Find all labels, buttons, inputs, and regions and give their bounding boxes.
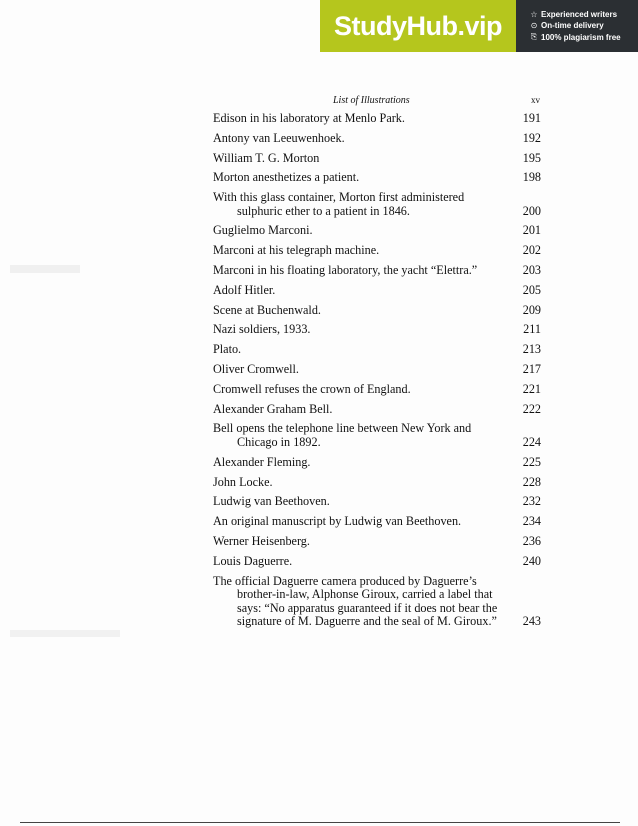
list-item: [213, 152, 541, 166]
clock-icon: ⊙: [530, 21, 538, 30]
illustration-caption: Alexander Fleming.: [213, 454, 311, 469]
illustration-page-number: 213: [522, 342, 541, 357]
list-item: [213, 191, 541, 218]
illustration-page-number: 203: [522, 263, 541, 278]
illustration-page-number: 200: [522, 203, 541, 218]
illustration-caption: Marconi at his telegraph machine.: [213, 243, 380, 258]
illustration-page-number: 243: [522, 614, 541, 629]
running-title: List of Illustrations: [333, 95, 410, 106]
document-icon: ⎘: [530, 32, 538, 41]
feature-text: On-time delivery: [541, 21, 604, 30]
ad-banner[interactable]: [320, 0, 638, 52]
page-header: [213, 95, 540, 109]
list-item: [213, 403, 541, 417]
illustration-caption: William T. G. Morton: [213, 150, 320, 165]
illustration-caption: Adolf Hitler.: [213, 282, 276, 297]
illustration-caption: An original manuscript by Ludwig van Beethoven.: [213, 514, 462, 529]
illustration-page-number: 225: [522, 454, 541, 469]
illustration-page-number: 228: [522, 474, 541, 489]
illustration-page-number: 209: [522, 302, 541, 317]
list-item: [213, 456, 541, 470]
feature-item: [530, 32, 638, 42]
list-item: [213, 112, 541, 126]
list-item: [213, 343, 541, 357]
list-item: [213, 244, 541, 258]
illustration-caption: Louis Daguerre.: [213, 553, 293, 568]
feature-text: Experienced writers: [541, 10, 618, 19]
illustration-page-number: 191: [522, 111, 541, 125]
list-item: [213, 132, 541, 146]
scan-artifact: [10, 630, 120, 637]
list-item: [213, 495, 541, 509]
feature-text: 100% plagiarism free: [541, 32, 621, 42]
list-item: [213, 323, 541, 337]
page-bottom-rule: [20, 822, 620, 823]
banner-features: [516, 0, 638, 52]
illustration-caption: Cromwell refuses the crown of England.: [213, 381, 411, 396]
illustration-caption: John Locke.: [213, 474, 273, 489]
illustration-page-number: 217: [522, 362, 541, 377]
list-item: [213, 476, 541, 490]
star-icon: ☆: [530, 10, 538, 19]
illustration-caption: Werner Heisenberg.: [213, 533, 310, 548]
illustration-caption: Scene at Buchenwald.: [213, 302, 321, 317]
illustration-page-number: 236: [522, 533, 541, 548]
illustration-caption: Bell opens the telephone line between New York and Chicago in 1892.: [213, 421, 472, 449]
illustration-caption: With this glass container, Morton first administered sulphuric ether to a patient in 1846.: [213, 190, 465, 218]
feature-item: [530, 21, 638, 30]
scan-artifact: [10, 265, 80, 273]
illustration-caption: Ludwig van Beethoven.: [213, 494, 330, 509]
page-number: xv: [531, 95, 540, 105]
list-item: [213, 383, 541, 397]
illustration-caption: Edison in his laboratory at Menlo Park.: [213, 111, 405, 125]
list-item: [213, 284, 541, 298]
illustration-page-number: 221: [522, 381, 541, 396]
feature-item: [530, 10, 638, 19]
illustration-page-number: 205: [522, 282, 541, 297]
list-item: [213, 264, 541, 278]
list-item: [213, 224, 541, 238]
list-item: [213, 422, 541, 449]
illustration-caption: Nazi soldiers, 1933.: [213, 322, 311, 337]
illustration-page-number: 222: [522, 401, 541, 416]
illustration-caption: Alexander Graham Bell.: [213, 401, 333, 416]
illustration-page-number: 232: [522, 494, 541, 509]
list-item: [213, 304, 541, 318]
illustration-caption: The official Daguerre camera produced by Daguerre’s brother-in-law, Alphonse Giroux, carried a label that says: “No apparatus guaranteed if it does not bear the signature of M. Daguerre and the seal of M. Giroux.”: [213, 573, 498, 629]
illustration-page-number: 201: [522, 223, 541, 238]
list-item: [213, 535, 541, 549]
list-item: [213, 171, 541, 185]
studyhub-logo[interactable]: StudyHub.vip: [320, 0, 516, 52]
illustration-page-number: 234: [522, 514, 541, 529]
illustration-caption: Oliver Cromwell.: [213, 362, 299, 377]
list-item: [213, 555, 541, 569]
illustration-caption: Antony van Leeuwenhoek.: [213, 130, 345, 145]
illustration-caption: Marconi in his floating laboratory, the yacht “Elettra.”: [213, 263, 478, 278]
illustration-caption: Morton anesthetizes a patient.: [213, 170, 360, 185]
list-item: [213, 363, 541, 377]
illustration-page-number: 224: [522, 434, 541, 449]
illustration-page-number: 211: [523, 322, 541, 337]
list-item: [213, 575, 541, 629]
illustration-page-number: 192: [522, 130, 541, 145]
illustration-page-number: 198: [522, 170, 541, 185]
illustrations-list: [213, 112, 541, 635]
illustration-caption: Guglielmo Marconi.: [213, 223, 313, 238]
illustration-page-number: 195: [522, 150, 541, 165]
illustration-caption: Plato.: [213, 342, 242, 357]
list-item: [213, 515, 541, 529]
illustration-page-number: 240: [522, 553, 541, 568]
illustration-page-number: 202: [522, 243, 541, 258]
